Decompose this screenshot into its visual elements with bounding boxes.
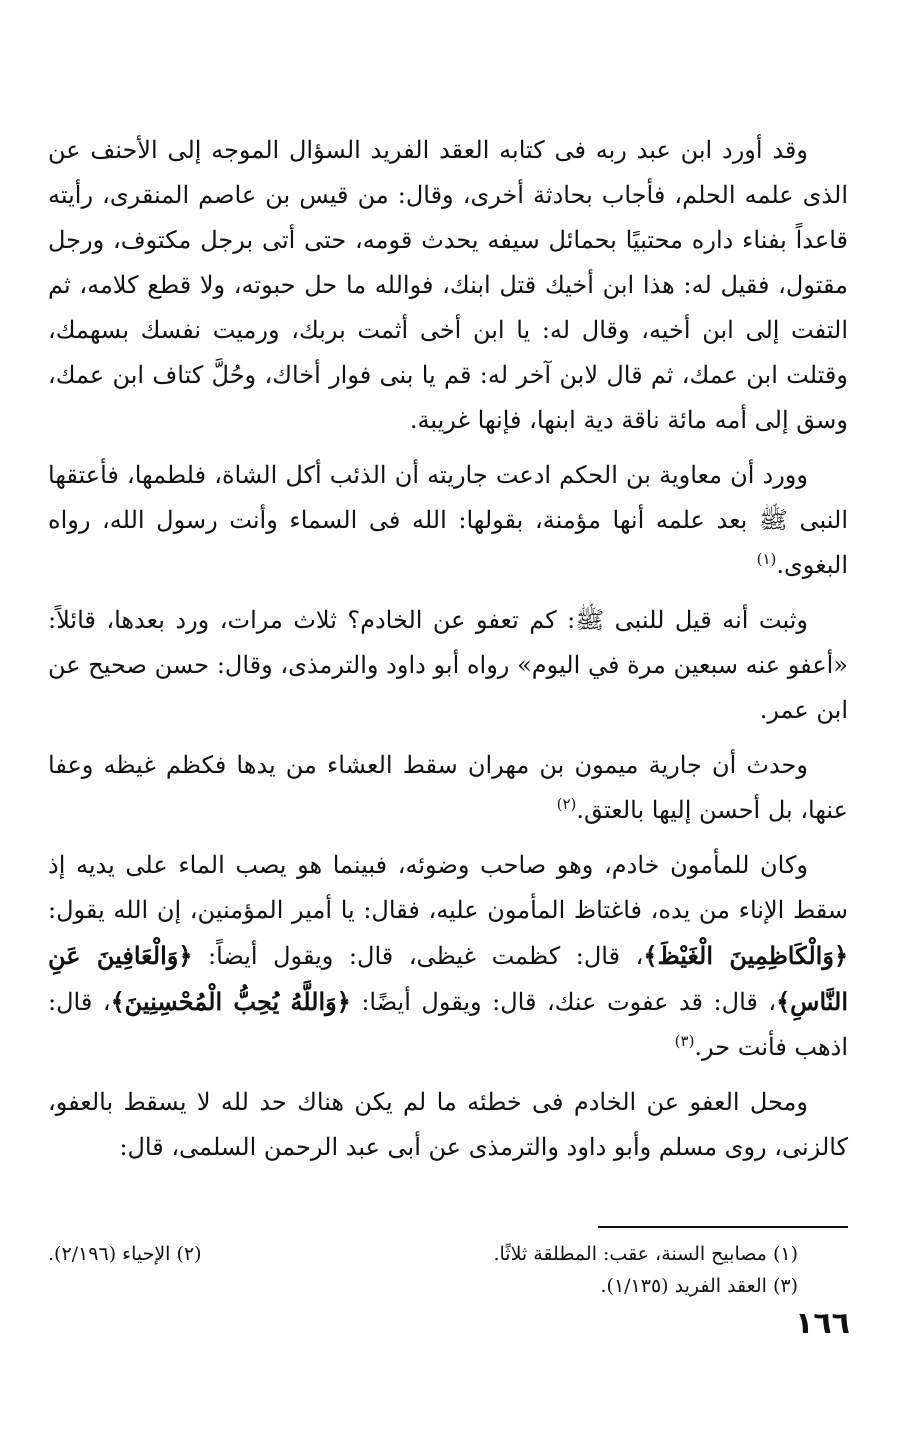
footnote-divider [598,1226,848,1228]
paragraph-muawiya [48,453,848,588]
footnote-3: (٣) العقد الفريد (١/١٣٥). [600,1275,798,1297]
paragraph-text: وكان للمأمون خادم، وهو صاحب وضوئه، فبينما هو يصب الماء على يديه إذ سقط الإناء من يده، فاغتاظ المأمون عليه، فقال: يا أمير المؤمنين، إن الله يقول: [48,851,848,924]
footnote-ref: (٣) [674,1032,695,1050]
paragraph-servant-forgiveness [48,598,848,733]
paragraph-text: وقد أورد ابن عبد ربه فى كتابه العقد الفريد السؤال الموجه إلى الأحنف عن الذى علمه الحلم، فأجاب بحادثة أخرى، وقال: من قيس بن عاصم المنقرى، رأيته قاعداً بفناء داره محتبيًا بحمائل سيفه يحدث قومه، حتى أتى برجل مكتوف، ورجل مقتول، فقيل له: هذا ابن أخيك قتل ابنك، فوالله ما حل حبوته، ولا قطع كلامه، ثم التفت إلى ابن أخيه، وقال له: يا ابن أخى أثمت بربك، ورميت نفسك بسهمك، وقتلت ابن عمك، ثم قال لابن آخر له: قم يا بنى فوار أخاك، وحُلَّ كتاف ابن عمك، وسق إلى أمه مائة ناقة دية ابنها، فإنها غريبة. [48,136,848,434]
paragraph-text: ، قال: اذهب فأنت حر. [48,988,848,1061]
paragraph-mamun [48,843,848,1070]
paragraph-text: ، قال: كظمت غيظى، قال: ويقول أيضاً: [192,942,644,970]
quran-verse: ﴿وَالْكَاظِمِينَ الْغَيْظَ﴾ [643,941,849,970]
footnote-ref: (١) [756,550,777,568]
paragraph-hudud [48,1080,848,1170]
paragraph-ahnaf [48,128,848,443]
paragraph-text: ، قال: قد عفوت عنك، قال: ويقول أيضًا: [350,988,777,1016]
quran-verse: ﴿وَاللَّهُ يُحِبُّ الْمُحْسِنِينَ﴾ [110,987,351,1016]
footnote-1: (١) مصابيح السنة، عقب: المطلقة ثلاثًا. [493,1243,798,1265]
paragraph-text: وورد أن معاوية بن الحكم ادعت جاريته أن الذئب أكل الشاة، فلطمها، فأعتقها النبى ﷺ بعد علمه أنها مؤمنة، بقولها: الله فى السماء وأنت رسول الله، رواه البغوى. [48,461,848,579]
paragraph-text: وثبت أنه قيل للنبى ﷺ: كم تعفو عن الخادم؟ ثلاث مرات، ورد بعدها، قائلاً: «أعفو عنه سبعين مرة في اليوم» رواه أبو داود والترمذى، وقال: حسن صحيح عن ابن عمر. [48,606,848,724]
paragraph-maymun [48,743,848,833]
paragraph-text: وحدث أن جارية ميمون بن مهران سقط العشاء من يدها فكظم غيظه وعفا عنها، بل أحسن إليها بالعتق. [48,751,848,824]
footnote-2: (٢) الإحياء (٢/١٩٦). [48,1243,202,1265]
paragraph-text: ومحل العفو عن الخادم فى خطئه ما لم يكن هناك حد لله لا يسقط بالعفو، كالزنى، روى مسلم وأبو داود والترمذى عن أبى عبد الرحمن السلمى، قال: [48,1088,848,1161]
page-body [48,128,848,1170]
footnote-row [48,1238,798,1270]
footnote-row [48,1270,798,1302]
footnotes [48,1238,798,1302]
quran-verse: ﴿وَالْعَافِينَ عَنِ النَّاسِ﴾ [48,941,849,1016]
footnote-ref: (٢) [556,795,577,813]
page-number: ١٦٦ [795,1306,850,1341]
